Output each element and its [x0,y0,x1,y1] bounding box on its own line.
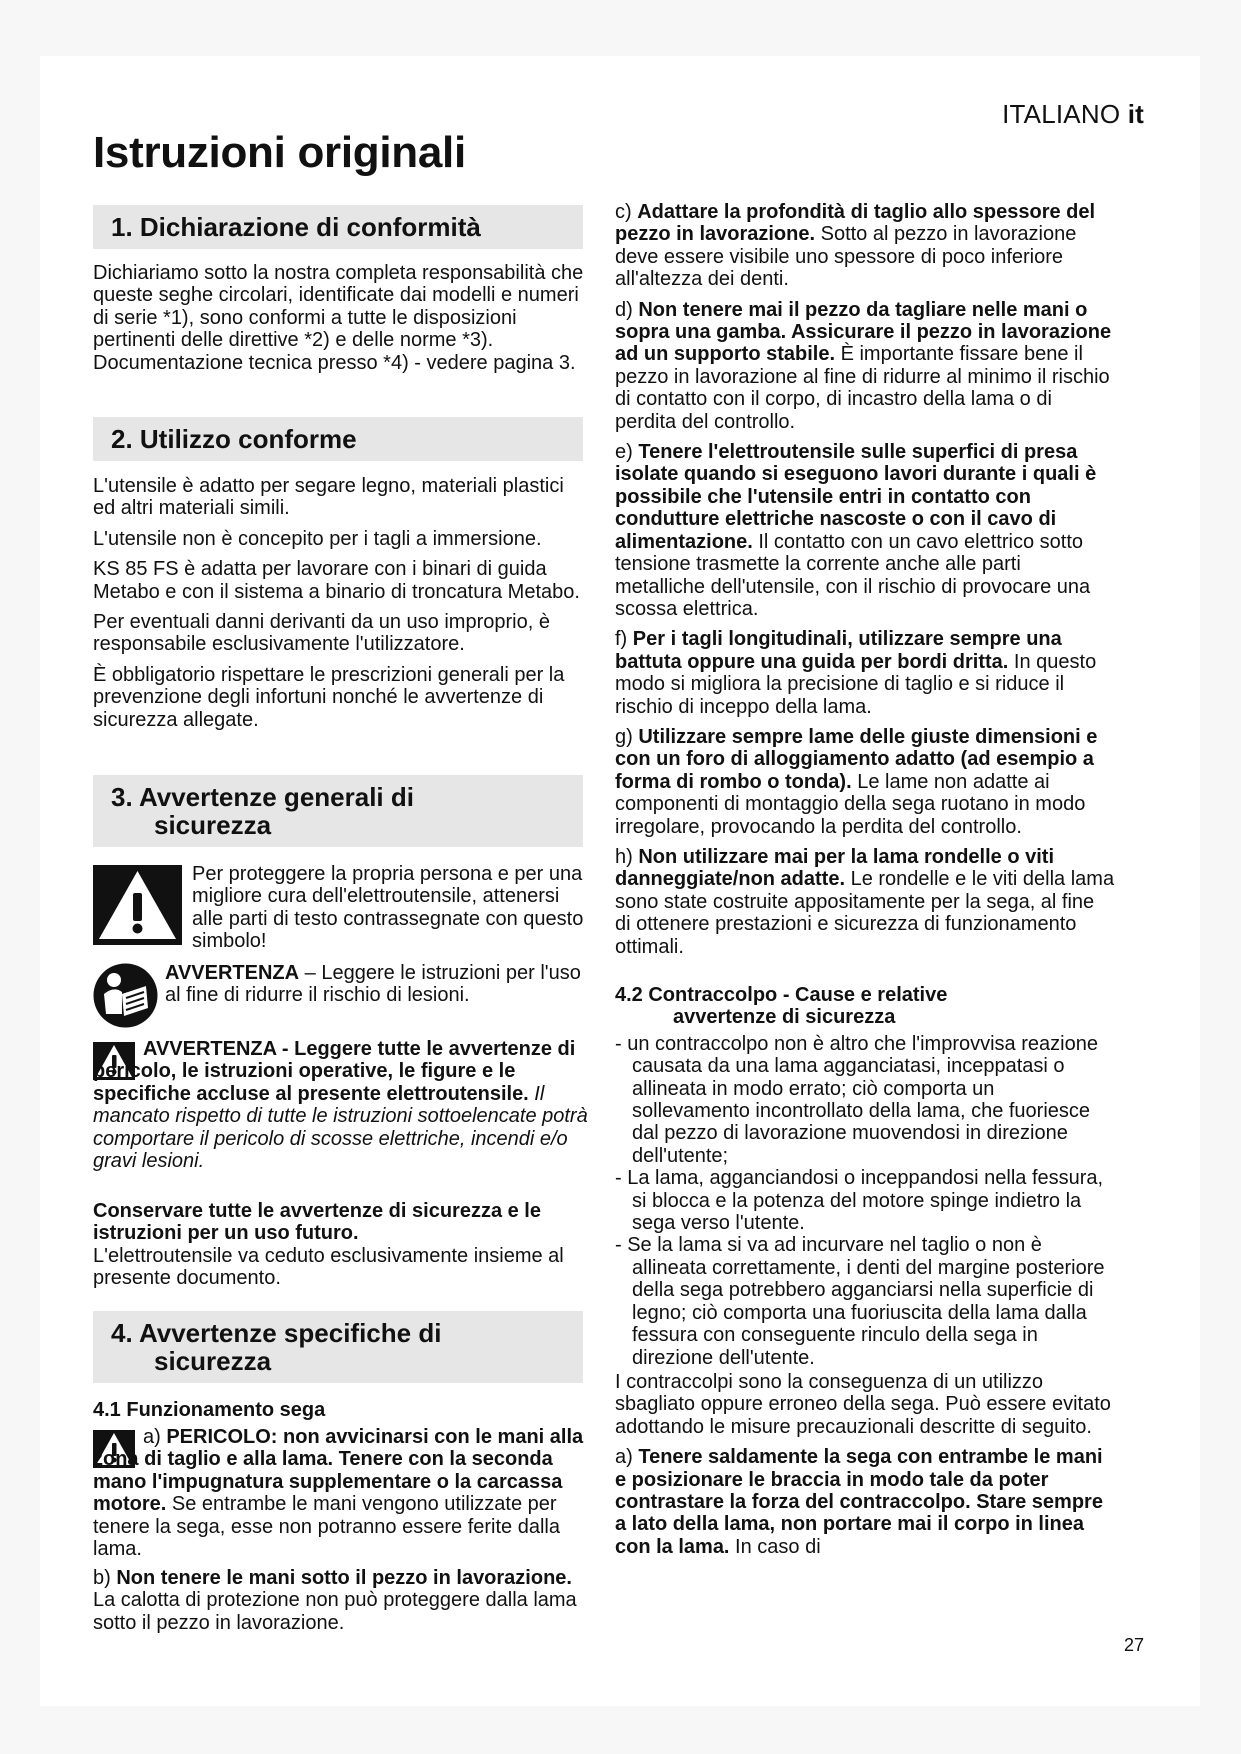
warning-triangle-icon [93,865,182,945]
kickback-rule-a: a) Tenere saldamente la sega con entrambe le mani e posizionare le braccia in modo tale da poter contrastare la forza del contraccolpo. Stare sempre a lato della lama, non portare mai il corpo in linea con la lama. In caso di [615,1446,1103,1558]
rule-b-paragraph: b) Non tenere le mani sotto il pezzo in lavorazione. La calotta di protezione non può proteggere dalla lama sotto il pezzo in lavorazione. [93,1567,577,1634]
read-manual-icon [92,962,159,1029]
use-paragraph-1: L'utensile è adatto per segare legno, materiali plastici ed altri materiali simili. [93,475,564,520]
general-warning-paragraph: AVVERTENZA - Leggere tutte le avvertenze di pericolo, le istruzioni operative, le figure e le specifiche accluse al presente elettroutensile. Il mancato rispetto di tutte le istruzioni sottoelencate potrà comportare il pericolo di scosse elettriche, incendi e/o gravi lesioni. [93,1038,588,1173]
kickback-cause-3: - Se la lama si va ad incurvare nel taglio o non è allineata correttamente, i denti del margine posteriore della sega potrebbero agganciarsi nella superficie di legno; ciò comporta una fuoriuscita della lama dalla fessura con conseguente rinculo della sega in direzione dell'utente. [615,1234,1105,1369]
use-paragraph-4: Per eventuali danni derivanti da un uso improprio, è responsabile esclusivamente l'utilizzatore. [93,611,550,656]
rule-a-paragraph: a) PERICOLO: non avvicinarsi con le mani alla zona di taglio e alla lama. Tenere con la seconda mano l'impugnatura supplementare o la carcassa motore. Se entrambe le mani vengono utilizzate per tenere la sega, esse non potranno essere ferite dalla lama. [93,1426,584,1561]
right-column [615,201,1115,1558]
rule-d-paragraph: d) Non tenere mai il pezzo da tagliare nelle mani o sopra una gamba. Assicurare il pezzo in lavorazione ad un supporto stabile. È importante fissare bene il pezzo in lavorazione al fine di ridurre al minimo il rischio di contatto con il corpo, di incastro della lama o di perdita del controllo. [615,298,1112,433]
rule-c-paragraph: c) Adattare la profondità di taglio allo spessore del pezzo in lavorazione. Sotto al pezzo in lavorazione deve essere visibile uno spessore di poco inferiore all'altezza dei denti. [615,201,1096,291]
kickback-summary: I contraccolpi sono la conseguenza di un utilizzo sbagliato oppure erroneo della sega. Può essere evitato adottando le misure precauzionali descritte di seguito. [615,1370,1111,1438]
kickback-cause-2: - La lama, agganciandosi o inceppandosi nella fessura, si blocca e la potenza del motore spinge indietro la sega verso l'utente. [615,1167,1104,1235]
page-number: 27 [1123,1635,1144,1655]
symbol-explanation-text: Per proteggere la propria persona e per una migliore cura dell'elettroutensile, attenersi alle parti di testo contrassegnate con questo simbolo! [192,863,584,953]
section-heading-1: 1. Dichiarazione di conformità [93,205,583,249]
rule-f-paragraph: f) Per i tagli longitudinali, utilizzare sempre una battuta oppure una guida per bordi dritta. In questo modo si migliora la precisione di taglio e si riduce il rischio di inceppo della lama. [615,628,1097,718]
rule-h-paragraph: h) Non utilizzare mai per la lama rondelle o viti danneggiate/non adatte. Le rondelle e le viti della lama sono state costruite appositamente per la sega, al fine di ottenere prestazioni e sicurezza di funzionamento ottimali. [615,845,1115,958]
use-paragraph-2: L'utensile non è concepito per i tagli a immersione. [93,527,542,550]
use-paragraph-3: KS 85 FS è adatta per lavorare con i binari di guida Metabo e con il sistema a binario di troncatura Metabo. [93,558,580,603]
subsection-4-1: 4.1 Funzionamento sega [93,1399,326,1421]
rule-e-paragraph: e) Tenere l'elettroutensile sulle superfici di presa isolate quando si eseguono lavori durante i quali è possibile che l'utensile entri in contatto con condutture elettriche nascoste o con il cavo di alimentazione. Il contatto con un cavo elettrico sotto tensione trasmette la corrente anche alle parti metalliche dell'utensile, con il rischio di provocare una scossa elettrica. [615,441,1097,620]
kickback-cause-1: - un contraccolpo non è altro che l'improvvisa reazione causata da una lama agganciatasi, inceppatasi o allineata in modo errato; ciò comporta un sollevamento incontrollato della lama, che fuoriesce dal pezzo di lavorazione muovendosi in direzione dell'utente; [615,1032,1098,1167]
read-manual-warning: AVVERTENZA – Leggere le istruzioni per l'uso al fine di ridurre il rischio di lesioni. [165,962,581,1007]
use-paragraph-5: È obbligatorio rispettare le prescrizioni generali per la prevenzione degli infortuni nonché le avvertenze di sicurezza allegate. [93,663,565,731]
intended-use-block [93,475,588,731]
section-heading-3: 3. Avvertenze generali di sicurezza [93,775,583,847]
rule-g-paragraph: g) Utilizzare sempre lame delle giuste dimensioni e con un foro di alloggiamento adatto (ad esempio a forma di rombo o tonda). Le lame non adatte ai componenti di montaggio della sega ruotano in modo irregolare, provocando la perdita del controllo. [615,725,1098,838]
document-title: Istruzioni originali [93,128,466,177]
conformity-paragraph: Dichiariamo sotto la nostra completa responsabilità che queste seghe circolari, identificate dai modelli e numeri di serie *1), sono conformi a tutte le disposizioni pertinenti delle direttive *2) e delle norme *3). Documentazione tecnica presso *4) - vedere pagina 3. [93,262,584,374]
section-heading-2: 2. Utilizzo conforme [93,417,583,461]
language-label: ITALIANO it [1002,99,1144,129]
keep-instructions-paragraph: Conservare tutte le avvertenze di sicurezza e le istruzioni per un uso futuro. L'elettroutensile va ceduto esclusivamente insieme al presente documento. [93,1200,564,1290]
section-heading-4: 4. Avvertenze specifiche di sicurezza [93,1311,583,1383]
subsection-4-2: 4.2 Contraccolpo - Cause e relative avvertenze di sicurezza [615,984,948,1029]
